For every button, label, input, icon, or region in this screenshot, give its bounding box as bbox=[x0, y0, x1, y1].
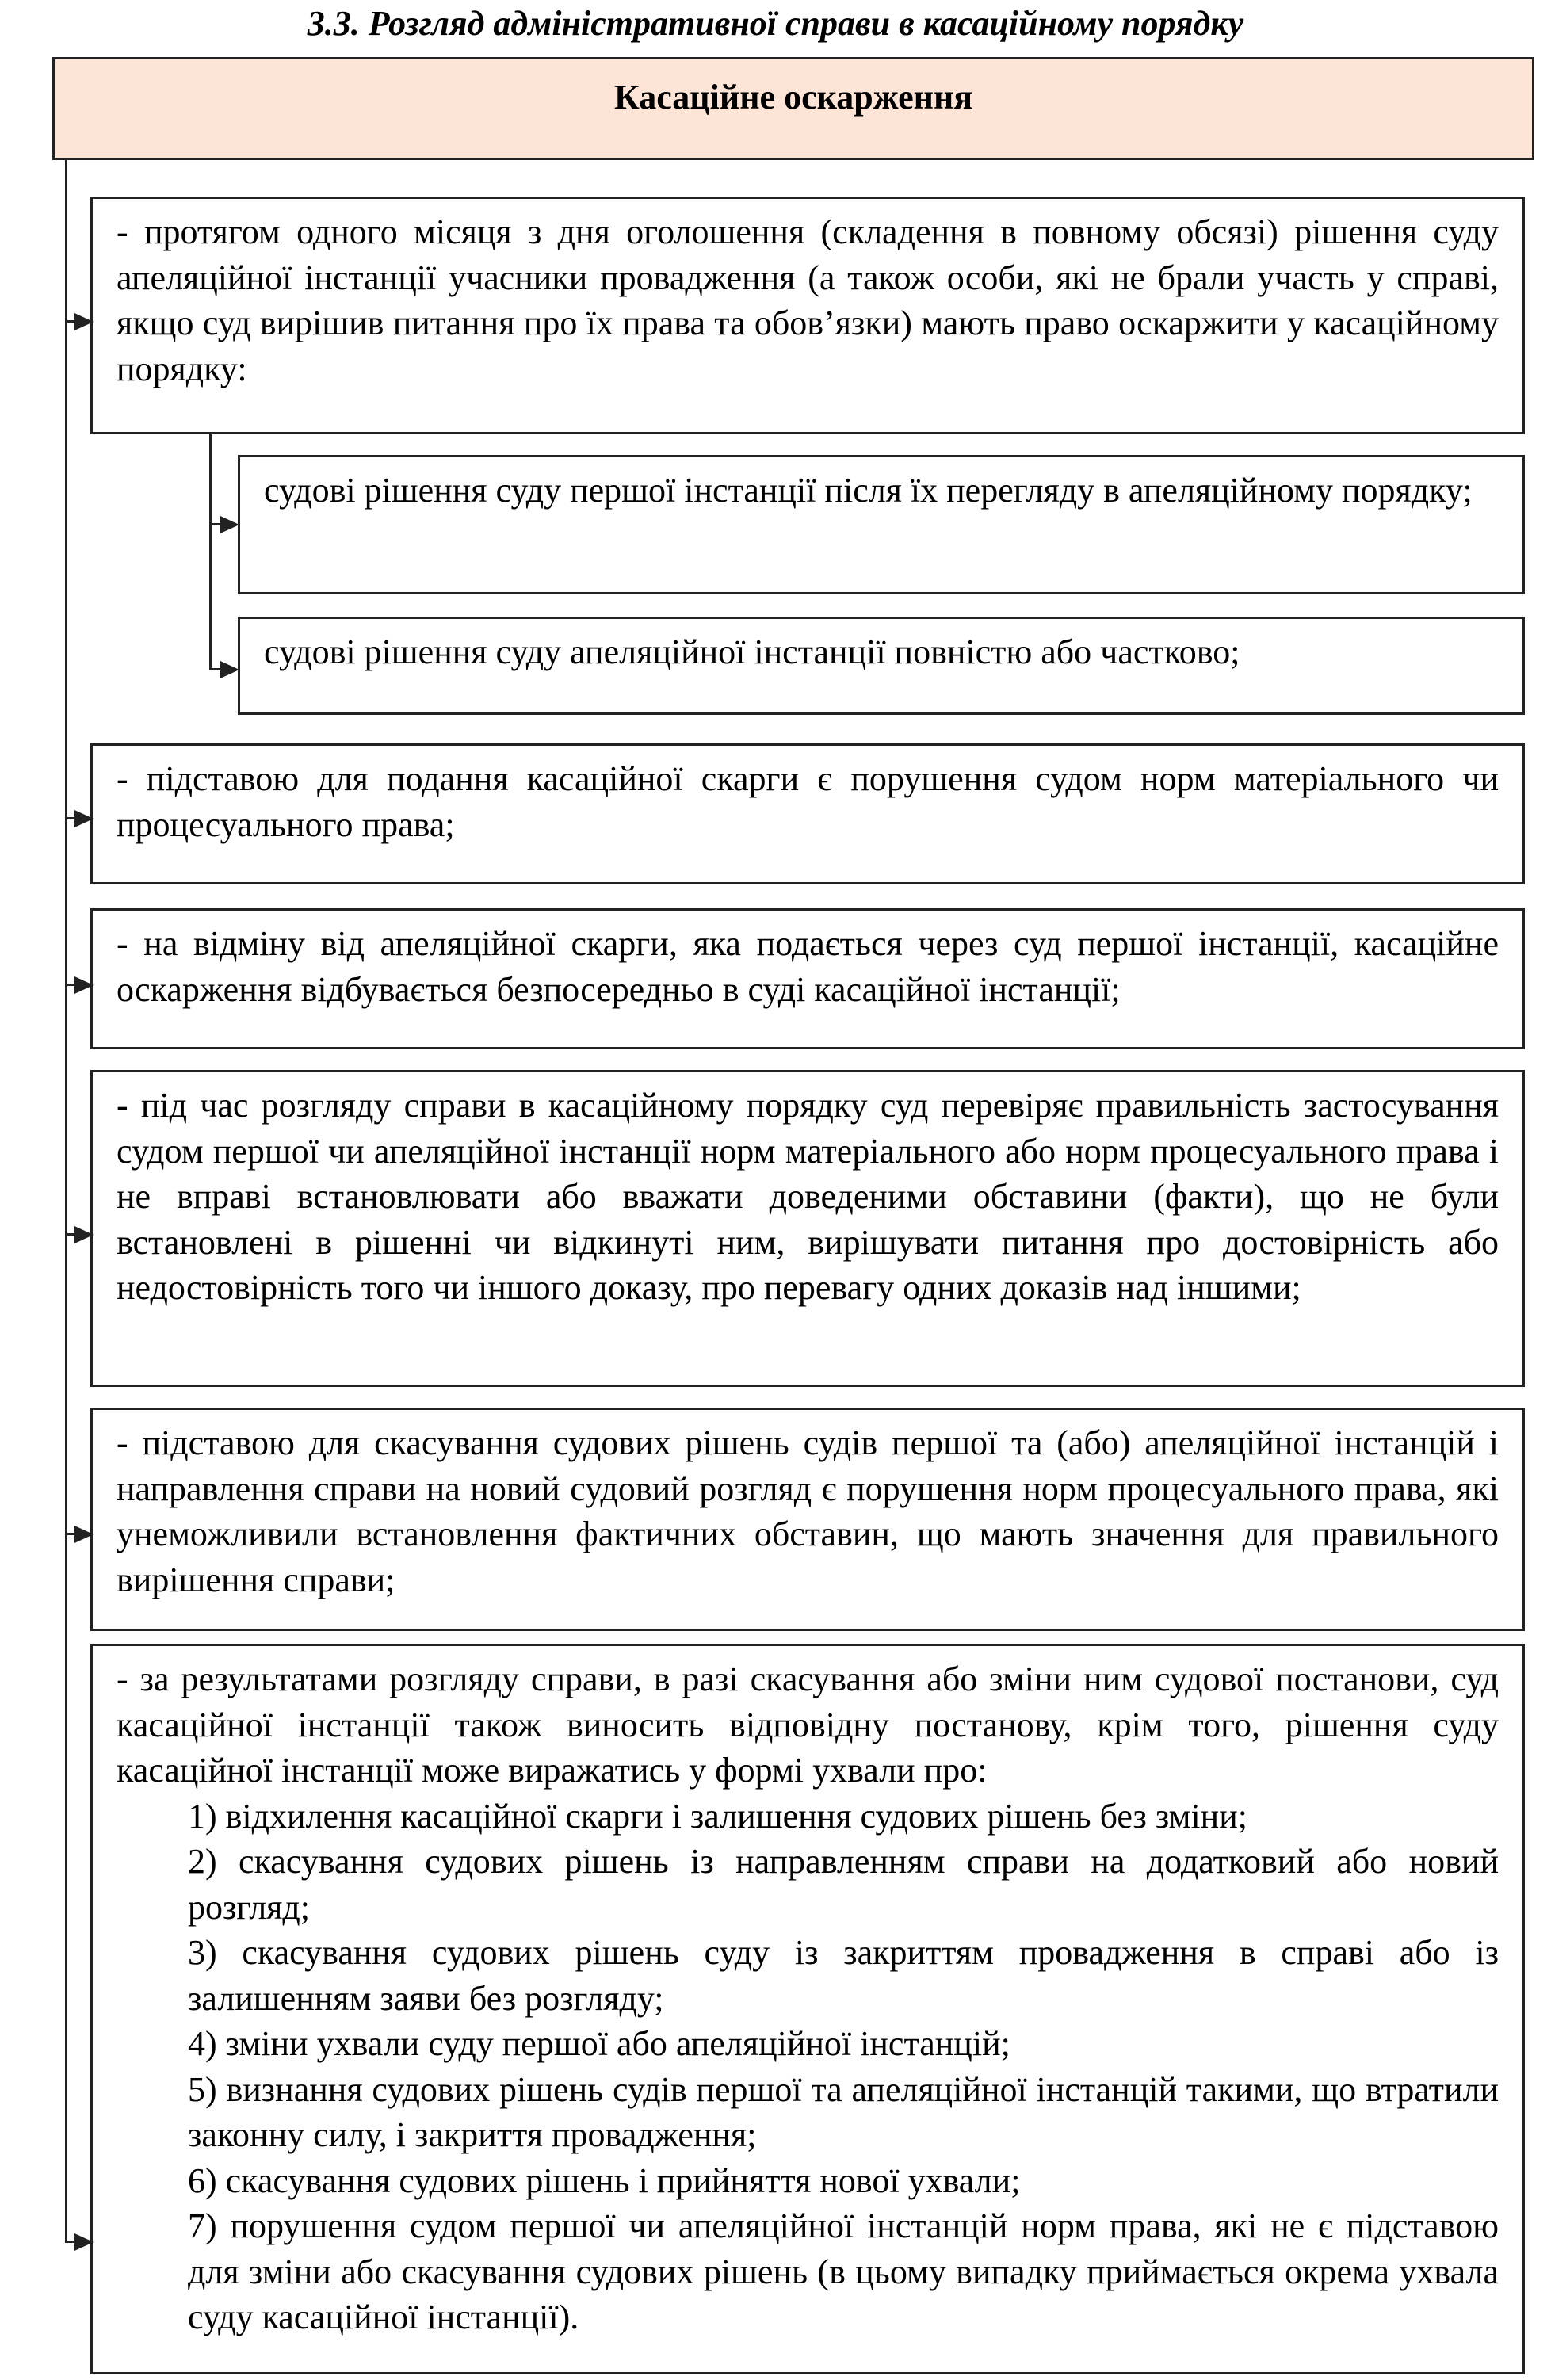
arrow-box2 bbox=[74, 810, 94, 827]
decision-item: 2) скасування судових рішень із направленням справи на додатковий або новий розгляд; bbox=[188, 1842, 1499, 1927]
arrow-box6 bbox=[74, 2233, 94, 2251]
page-title: 3.3. Розгляд адміністративної справи в касаційному порядку bbox=[307, 4, 1244, 43]
decision-item: 3) скасування судових рішень суду із закриттям провадження в справі або із залишенням заяви без розгляду; bbox=[188, 1933, 1499, 2018]
arrow-sub2 bbox=[220, 661, 239, 678]
arrow-box1 bbox=[74, 313, 94, 330]
box-appeal-right-text: - протягом одного місяця з дня оголошення (складення в повному обсязі) рішення суду апеляційної інстанції учасники провадження (а також особи, які не брали участь у справі, якщо суд вирішив питання про їх права та обов’язки) мають право оскаржити у касаційному порядку: bbox=[117, 212, 1499, 388]
box-filing-place bbox=[90, 908, 1525, 1049]
sub-box-appeal-instance-text: судові рішення суду апеляційної інстанції повністю або частково; bbox=[264, 632, 1240, 671]
box-appeal-right bbox=[90, 197, 1525, 434]
box-grounds-text: - підставою для подання касаційної скарги є порушення судом норм матеріального чи процесуального права; bbox=[117, 759, 1499, 844]
box-cancellation-grounds bbox=[90, 1408, 1525, 1631]
sub-box-first-instance bbox=[238, 455, 1525, 594]
box-review-scope-text: - під час розгляду справи в касаційному порядку суд перевіряє правильність застосування судом першої чи апеляційної інстанції норм матеріального або норм процесуального права і не вправі встановлювати або вважати доведеними обставини (факти), що не були встановлені в рішенні чи відкинуті ним, вирішувати питання про достовірність або недостовірність того чи іншого доказу, про перевагу одних доказів над іншими; bbox=[117, 1086, 1499, 1307]
arrow-box3 bbox=[74, 976, 94, 994]
arrow-box5 bbox=[74, 1526, 94, 1543]
decision-item: 4) зміни ухвали суду першої або апеляційної інстанцій; bbox=[188, 2024, 1010, 2063]
box-filing-place-text: - на відміну від апеляційної скарги, яка подається через суд першої інстанції, касаційне оскарження відбувається безпосередньо в суді касаційної інстанції; bbox=[117, 924, 1499, 1009]
arrow-sub1 bbox=[220, 516, 239, 533]
decision-item: 1) відхилення касаційної скарги і залишення судових рішень без зміни; bbox=[188, 1796, 1247, 1836]
main-connector-line bbox=[65, 160, 67, 2241]
sub-box-appeal-instance bbox=[238, 617, 1525, 715]
box-decision-results bbox=[90, 1644, 1525, 2374]
box-review-scope bbox=[90, 1070, 1525, 1387]
decision-item: 7) порушення судом першої чи апеляційної інстанцій норм права, які не є підставою для зміни або скасування судових рішень (в цьому випадку приймається окрема ухвала суду касаційної інстанції). bbox=[188, 2206, 1499, 2336]
box-cancellation-grounds-text: - підставою для скасування судових рішень судів першої та (або) апеляційної інстанцій і направлення справи на новий судовий розгляд є порушення норм процесуального права, які унеможливили встановлення фактичних обставин, що мають значення для правильного вирішення справи; bbox=[117, 1423, 1499, 1599]
decision-item: 6) скасування судових рішень і прийняття нової ухвали; bbox=[188, 2160, 1021, 2200]
diagram-header-box: Касаційне оскарження bbox=[52, 57, 1534, 160]
sub-connector-line bbox=[209, 434, 212, 670]
box-decision-results-intro: - за результатами розгляду справи, в разі скасування або зміни ним судової постанови, суд касаційної інстанції також виносить відповідну постанову, крім того, рішення суду касаційної інстанції може виражатись у формі ухвали про: bbox=[117, 1660, 1499, 1790]
sub-box-first-instance-text: судові рішення суду першої інстанції після їх перегляду в апеляційному порядку; bbox=[264, 471, 1473, 510]
box-grounds bbox=[90, 743, 1525, 884]
decision-item: 5) визнання судових рішень судів першої та апеляційної інстанцій такими, що втратили законну силу, і закриття провадження; bbox=[188, 2069, 1499, 2154]
arrow-box4 bbox=[74, 1226, 94, 1243]
